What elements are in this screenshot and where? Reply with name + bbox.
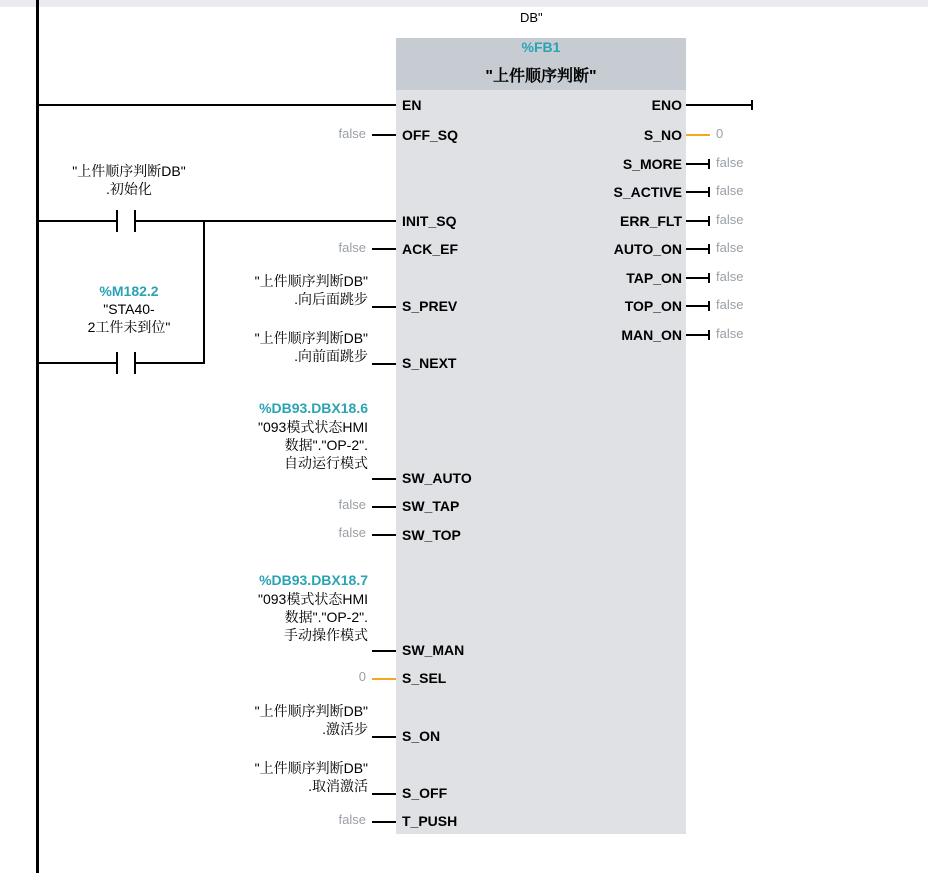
wire-s-prev[interactable] bbox=[372, 306, 396, 308]
pin-en[interactable]: EN bbox=[402, 97, 422, 113]
value-tap-on[interactable]: false bbox=[716, 269, 744, 284]
top-strip bbox=[0, 0, 928, 7]
pin-man-on[interactable]: MAN_ON bbox=[621, 327, 682, 343]
operand-s-prev-line2: .向后面跳步 bbox=[294, 291, 368, 307]
wire-s-more-end bbox=[708, 159, 710, 169]
operand-sw-auto-line2: 数据"."OP-2". bbox=[284, 437, 368, 453]
value-s-sel[interactable]: 0 bbox=[358, 669, 366, 684]
operand-sw-man-line3: 手动操作模式 bbox=[284, 627, 368, 643]
operand-s-off-line1: "上件顺序判断DB" bbox=[254, 760, 368, 776]
pin-eno[interactable]: ENO bbox=[651, 97, 682, 113]
value-man-on[interactable]: false bbox=[716, 326, 744, 341]
wire-sw-top[interactable] bbox=[372, 534, 396, 536]
operand-s-on-line1: "上件顺序判断DB" bbox=[254, 703, 368, 719]
wire-sw-auto[interactable] bbox=[372, 478, 396, 480]
value-ack-ef[interactable]: false bbox=[338, 240, 366, 255]
value-t-push[interactable]: false bbox=[338, 812, 366, 827]
contact-init[interactable] bbox=[116, 210, 136, 232]
value-sw-top[interactable]: false bbox=[338, 525, 366, 540]
power-rail bbox=[36, 0, 39, 873]
contact-init-label bbox=[44, 162, 214, 198]
contact-m182[interactable] bbox=[116, 352, 136, 374]
value-top-on[interactable]: false bbox=[716, 297, 744, 312]
pin-sw-man[interactable]: SW_MAN bbox=[402, 642, 465, 658]
value-s-more[interactable]: false bbox=[716, 155, 744, 170]
operand-s-off-line2: .取消激活 bbox=[308, 778, 368, 794]
wire-s-off[interactable] bbox=[372, 793, 396, 795]
instance-db-label: DB" bbox=[520, 10, 543, 25]
pin-s-no[interactable]: S_NO bbox=[643, 127, 682, 143]
operand-sw-man-line2: 数据"."OP-2". bbox=[284, 609, 368, 625]
wire-eno[interactable] bbox=[686, 104, 752, 106]
operand-s-prev[interactable] bbox=[150, 272, 368, 308]
wire-sw-tap[interactable] bbox=[372, 506, 396, 508]
function-block-id: %FB1 bbox=[521, 39, 561, 55]
operand-sw-auto-addr: %DB93.DBX18.6 bbox=[259, 400, 368, 416]
pin-sw-tap[interactable]: SW_TAP bbox=[402, 498, 460, 514]
pin-tap-on[interactable]: TAP_ON bbox=[626, 270, 682, 286]
pin-t-push[interactable]: T_PUSH bbox=[402, 813, 458, 829]
operand-sw-man[interactable] bbox=[150, 590, 368, 644]
wire-man-on-end bbox=[708, 330, 710, 340]
contact-init-line2: .初始化 bbox=[106, 181, 152, 197]
wire-man-on[interactable] bbox=[686, 334, 710, 336]
wire-err-flt[interactable] bbox=[686, 220, 710, 222]
pin-top-on[interactable]: TOP_ON bbox=[624, 298, 682, 314]
operand-sw-auto[interactable] bbox=[150, 418, 368, 472]
wire-err-flt-end bbox=[708, 216, 710, 226]
wire-s-active[interactable] bbox=[686, 191, 710, 193]
operand-s-off[interactable] bbox=[150, 759, 368, 795]
pin-s-active[interactable]: S_ACTIVE bbox=[613, 184, 682, 200]
wire-top-on[interactable] bbox=[686, 305, 710, 307]
operand-s-prev-line1: "上件顺序判断DB" bbox=[254, 273, 368, 289]
pin-err-flt[interactable]: ERR_FLT bbox=[620, 213, 682, 229]
pin-s-more[interactable]: S_MORE bbox=[622, 156, 682, 172]
contact-m182-addr: %M182.2 bbox=[99, 283, 159, 299]
pin-s-on[interactable]: S_ON bbox=[402, 728, 441, 744]
wire-ack-ef[interactable] bbox=[372, 248, 396, 250]
pin-sw-top[interactable]: SW_TOP bbox=[402, 527, 461, 543]
wire-s-no[interactable] bbox=[686, 134, 710, 136]
operand-sw-man-line1: "093模式状态HMI bbox=[258, 591, 368, 607]
wire-s-active-end bbox=[708, 187, 710, 197]
value-s-no[interactable]: 0 bbox=[716, 126, 724, 141]
wire-top-on-end bbox=[708, 301, 710, 311]
pin-sw-auto[interactable]: SW_AUTO bbox=[402, 470, 472, 486]
pin-ack-ef[interactable]: ACK_EF bbox=[402, 241, 459, 257]
wire-auto-on[interactable] bbox=[686, 248, 710, 250]
init-wire-right[interactable] bbox=[136, 220, 396, 222]
pin-init-sq[interactable]: INIT_SQ bbox=[402, 213, 457, 229]
contact-m182-line1: "STA40- bbox=[103, 301, 155, 317]
wire-s-sel[interactable] bbox=[372, 678, 396, 680]
value-s-active[interactable]: false bbox=[716, 183, 744, 198]
operand-s-on-line2: .激活步 bbox=[322, 721, 368, 737]
operand-sw-auto-line1: "093模式状态HMI bbox=[258, 419, 368, 435]
wire-s-more[interactable] bbox=[686, 163, 710, 165]
wire-eno-end bbox=[751, 100, 753, 110]
value-auto-on[interactable]: false bbox=[716, 240, 744, 255]
wire-s-next[interactable] bbox=[372, 363, 396, 365]
operand-s-next-line2: .向前面跳步 bbox=[294, 348, 368, 364]
wire-t-push[interactable] bbox=[372, 821, 396, 823]
operand-sw-man-addr: %DB93.DBX18.7 bbox=[259, 572, 368, 588]
value-sw-tap[interactable]: false bbox=[338, 497, 366, 512]
operand-sw-auto-line3: 自动运行模式 bbox=[284, 455, 368, 471]
function-block-name: "上件顺序判断" bbox=[485, 68, 597, 85]
pin-off-sq[interactable]: OFF_SQ bbox=[402, 127, 459, 143]
branch-wire-left[interactable] bbox=[38, 362, 116, 364]
wire-off-sq[interactable] bbox=[372, 134, 396, 136]
wire-tap-on[interactable] bbox=[686, 277, 710, 279]
wire-s-on[interactable] bbox=[372, 736, 396, 738]
pin-s-sel[interactable]: S_SEL bbox=[402, 670, 447, 686]
value-err-flt[interactable]: false bbox=[716, 212, 744, 227]
operand-s-next[interactable] bbox=[150, 329, 368, 365]
pin-auto-on[interactable]: AUTO_ON bbox=[613, 241, 682, 257]
operand-s-next-line1: "上件顺序判断DB" bbox=[254, 330, 368, 346]
value-off-sq[interactable]: false bbox=[338, 126, 366, 141]
contact-init-line1: "上件顺序判断DB" bbox=[72, 163, 186, 179]
pin-s-off[interactable]: S_OFF bbox=[402, 785, 448, 801]
pin-s-next[interactable]: S_NEXT bbox=[402, 355, 457, 371]
wire-tap-on-end bbox=[708, 273, 710, 283]
en-wire[interactable] bbox=[38, 104, 396, 106]
wire-auto-on-end bbox=[708, 244, 710, 254]
contact-m182-line2: 2工件未到位" bbox=[87, 319, 171, 335]
operand-s-on[interactable] bbox=[150, 702, 368, 738]
wire-sw-man[interactable] bbox=[372, 650, 396, 652]
pin-s-prev[interactable]: S_PREV bbox=[402, 298, 458, 314]
init-wire-left[interactable] bbox=[38, 220, 116, 222]
